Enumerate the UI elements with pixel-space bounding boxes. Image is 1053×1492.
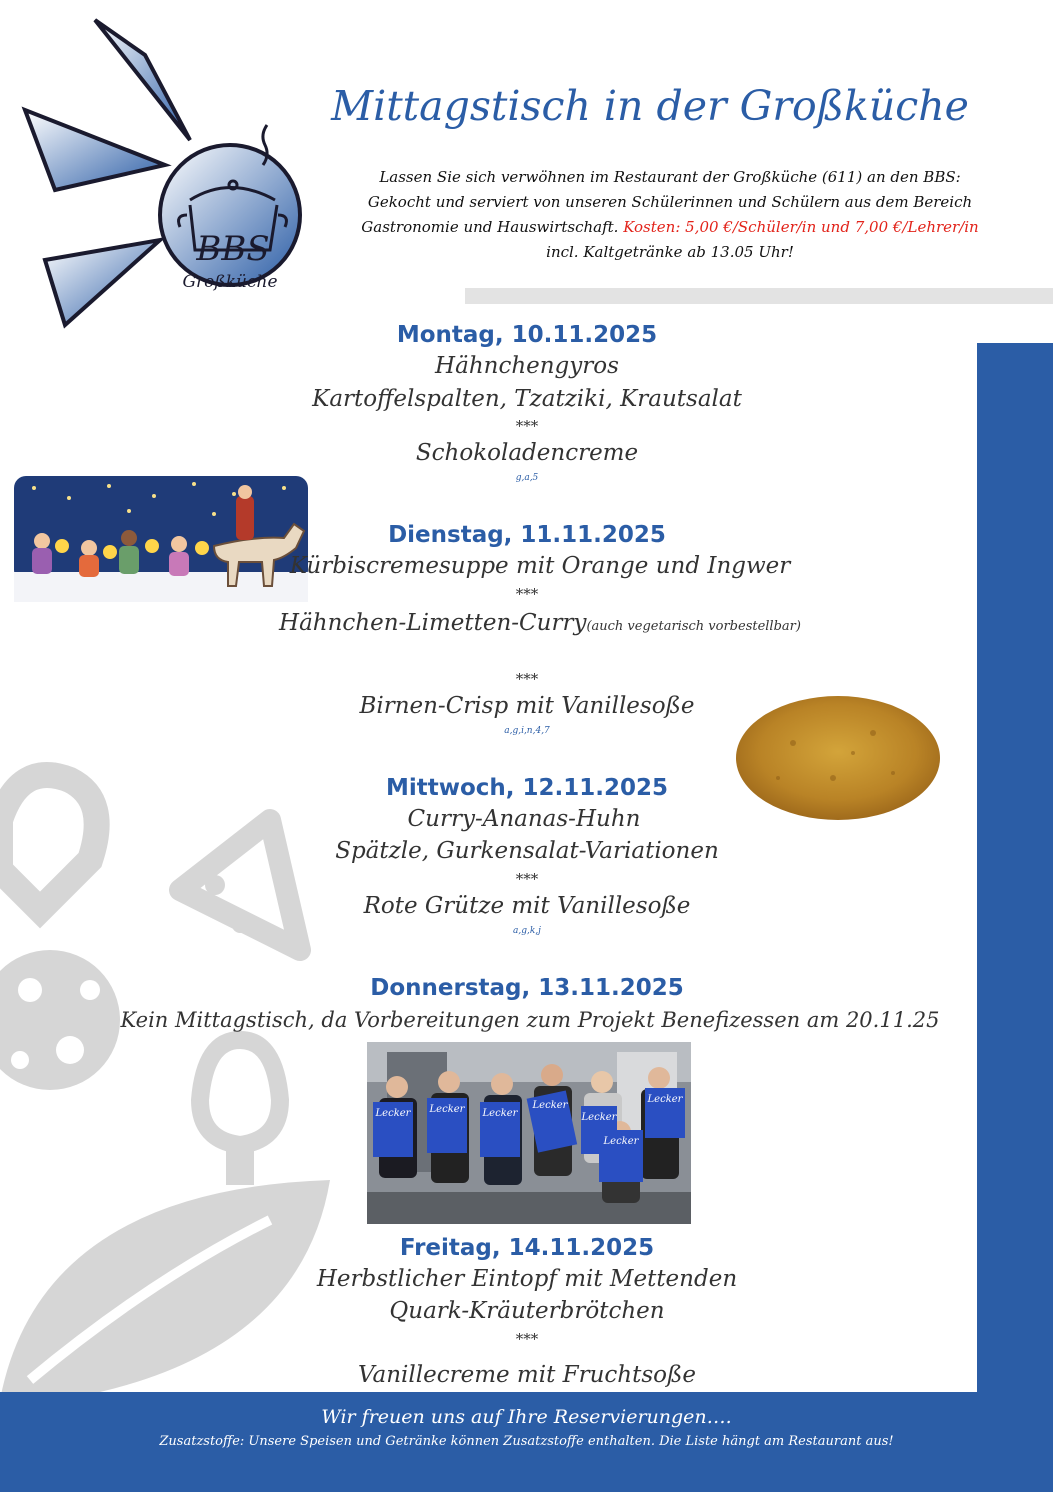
day-heading-freitag: Freitag, 14.11.2025	[399, 1235, 655, 1261]
sun-ray-icon	[45, 240, 160, 325]
price-info: Kosten: 5,00 €/Schüler/in und 7,00 €/Lehrer/in	[623, 218, 979, 236]
allergen-codes: g,a,5	[515, 473, 539, 483]
intro-line: Gekocht und serviert von unseren Schülerinnen und Schülern aus dem Bereich	[367, 193, 973, 211]
dish: Quark-Kräuterbrötchen	[389, 1298, 665, 1324]
dessert: Rote Grütze mit Vanillesoße	[363, 893, 691, 919]
page-title: Mittagstisch in der Großküche	[331, 82, 969, 130]
side-bar	[977, 343, 1053, 1403]
separator: ***	[515, 870, 539, 888]
separator: ***	[515, 585, 539, 603]
day-heading-dienstag: Dienstag, 11.11.2025	[388, 522, 666, 548]
sun-ray-icon	[95, 20, 190, 140]
separator: ***	[515, 670, 539, 688]
dish: Kein Mittagstisch, da Vorbereitungen zum Projekt Benefizessen am 20.11.25	[120, 1008, 940, 1032]
footer	[0, 1392, 1053, 1492]
intro-text	[320, 165, 1020, 265]
dish: Hähnchen-Limetten-Curry(auch vegetarisch vorbestellbar)	[279, 610, 801, 636]
allergen-codes: a,g,i,n,4,7	[504, 726, 550, 736]
dessert: Birnen-Crisp mit Vanillesoße	[359, 693, 695, 719]
dish: Hähnchengyros	[435, 353, 619, 379]
allergen-codes: a,g,k,j	[513, 926, 541, 936]
separator: ***	[515, 417, 539, 435]
dessert: Schokoladencreme	[415, 440, 639, 466]
dish: Curry-Ananas-Huhn	[407, 806, 641, 832]
footer-greeting: Wir freuen uns auf Ihre Reservierungen….	[321, 1406, 732, 1428]
svg-text:Lecker: Lecker	[375, 1108, 411, 1119]
intro-line: Lassen Sie sich verwöhnen im Restaurant der Großküche (611) an den BBS:	[379, 168, 961, 186]
dish: Kartoffelspalten, Tzatziki, Krautsalat	[312, 386, 742, 412]
dish: Kürbiscremesuppe mit Orange und Ingwer	[289, 553, 791, 579]
svg-text:Lecker: Lecker	[429, 1104, 465, 1115]
logo-text: BBS	[196, 229, 270, 269]
logo-subtitle: Großküche	[182, 272, 278, 292]
intro-line: Gastronomie und Hauswirtschaft. Kosten: 5,00 €/Schüler/in und 7,00 €/Lehrer/in	[361, 218, 979, 236]
heart-icon	[0, 775, 97, 910]
day-heading-mittwoch: Mittwoch, 12.11.2025	[385, 775, 669, 801]
day-heading-montag: Montag, 10.11.2025	[396, 322, 658, 348]
svg-text:Lecker: Lecker	[647, 1094, 683, 1105]
dish: Spätzle, Gurkensalat-Variationen	[335, 838, 719, 864]
svg-text:Lecker: Lecker	[482, 1108, 518, 1119]
bbs-logo	[15, 15, 315, 335]
svg-text:Lecker: Lecker	[581, 1112, 617, 1123]
dessert: Vanillecreme mit Fruchtsoße	[358, 1362, 696, 1388]
svg-text:Lecker: Lecker	[532, 1100, 568, 1111]
separator: ***	[515, 1330, 539, 1348]
sun-ray-icon	[25, 110, 165, 190]
intro-line: incl. Kaltgetränke ab 13.05 Uhr!	[546, 243, 794, 261]
dish: Herbstlicher Eintopf mit Mettenden	[316, 1266, 738, 1292]
header-divider	[465, 288, 1053, 304]
footer-additives-note: Zusatzstoffe: Unsere Speisen und Getränke können Zusatzstoffe enthalten. Die Liste hängt am Restaurant aus!	[159, 1434, 894, 1449]
dish-note: (auch vegetarisch vorbestellbar)	[586, 619, 801, 634]
svg-text:Lecker: Lecker	[603, 1136, 639, 1147]
egg-cup-icon	[200, 1040, 280, 1145]
day-heading-donnerstag: Donnerstag, 13.11.2025	[370, 975, 684, 1001]
group-photo	[367, 1042, 691, 1224]
